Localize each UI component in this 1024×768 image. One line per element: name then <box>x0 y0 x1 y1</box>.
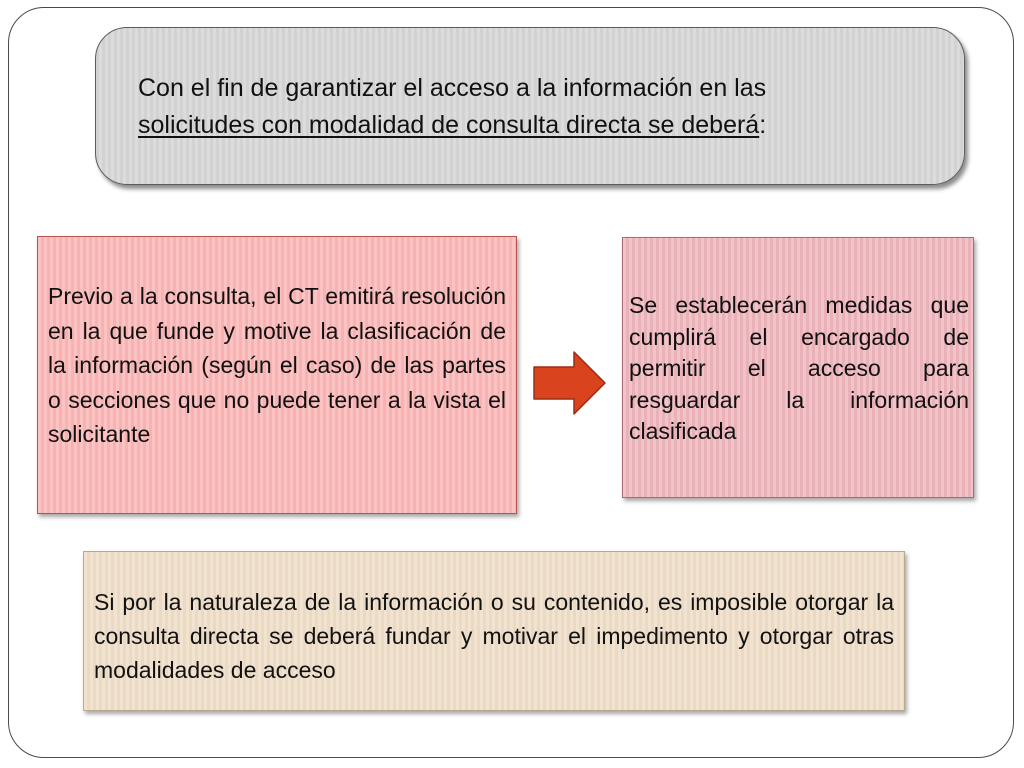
impossibility-box <box>83 551 905 711</box>
safeguard-measures-text: Se establecerán medidas que cumplirá el encargado de permitir el acceso para resguardar la información clasificada <box>629 292 969 444</box>
title-line-2: solicitudes con modalidad de consulta directa se deberá <box>138 111 760 139</box>
right-arrow-icon <box>532 350 608 416</box>
right-arrow-shape <box>532 350 608 416</box>
title-line-1: Con el fin de garantizar el acceso a la información en las <box>138 74 767 102</box>
impossibility-text: Si por la naturaleza de la información o su contenido, es imposible otorgar la consulta directa se deberá fundar y motivar el impedimento y otorgar otras modalidades de acceso <box>94 589 894 683</box>
ct-resolution-box <box>37 236 517 514</box>
title-text <box>138 70 938 144</box>
safeguard-measures-box <box>622 237 974 498</box>
ct-resolution-text: Previo a la consulta, el CT emitirá resolución en la que funde y motive la clasificación de la información (según el caso) de las partes o secciones que no puede tener a la vista el solicitante <box>48 283 506 448</box>
title-box <box>95 27 965 185</box>
title-colon: : <box>759 111 767 139</box>
